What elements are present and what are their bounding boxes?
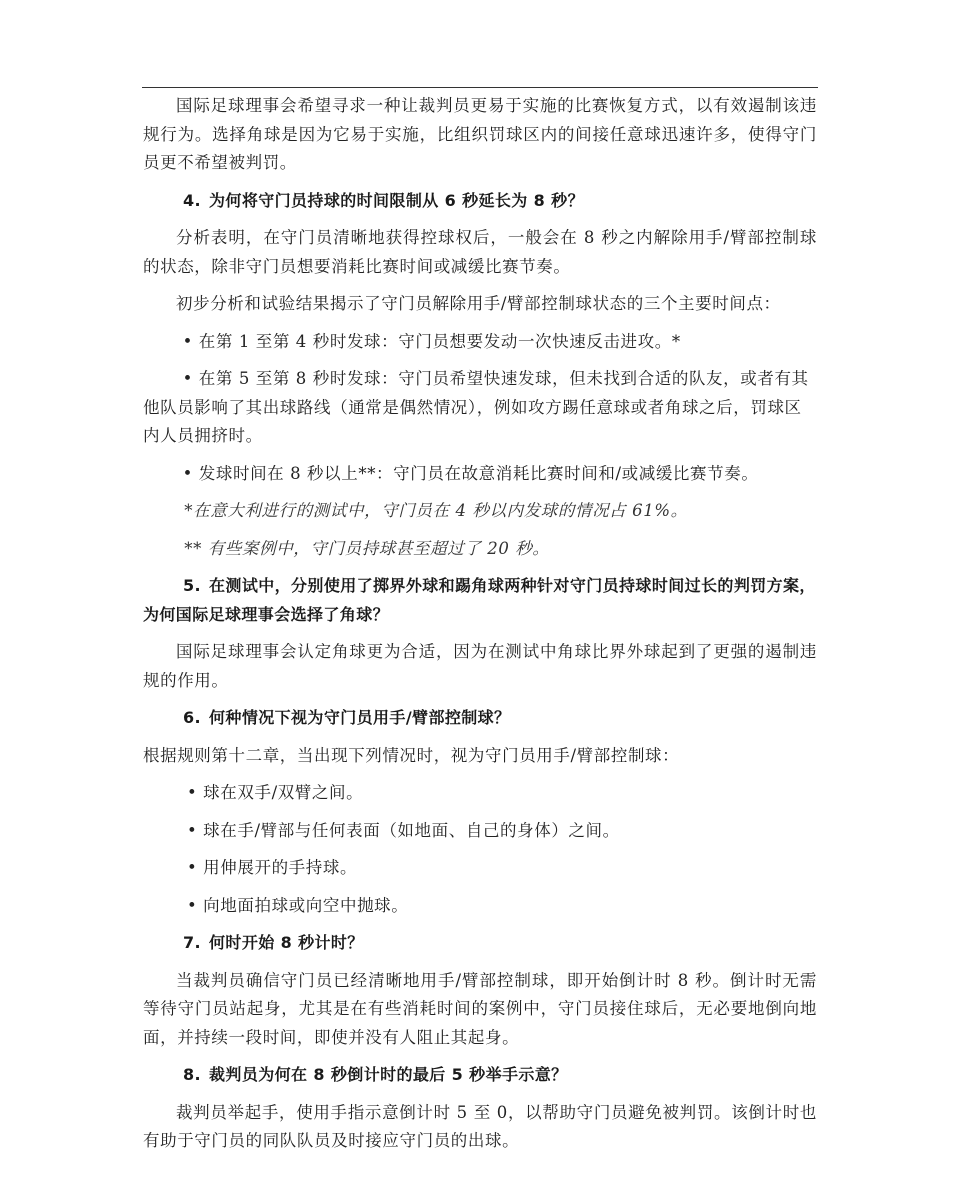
question-5-heading: [143, 572, 817, 629]
question-4-paragraph-1: 分析表明，在守门员清晰地获得控球权后，一般会在 8 秒之内解除用手/臂部控制球的状态，除非守门员想要消耗比赛时间或减缓比赛节奏。: [143, 228, 817, 276]
intro-paragraph: 国际足球理事会希望寻求一种让裁判员更易于实施的比赛恢复方式，以有效遏制该违规行为。选择角球是因为它易于实施，比组织罚球区内的间接任意球迅速许多，使得守门员更不希望被判罚。: [143, 96, 817, 172]
question-6-number: 6.: [183, 708, 202, 727]
question-4-footnote-1: *在意大利进行的测试中，守门员在 4 秒以内发球的情况占 61%。: [184, 501, 688, 520]
question-6-bullet-2: • 球在手/臂部与任何表面（如地面、自己的身体）之间。: [187, 820, 620, 840]
question-7-number: 7.: [183, 933, 202, 952]
question-4-number: 4.: [183, 190, 202, 210]
question-4-bullet-3: • 发球时间在 8 秒以上**：守门员在故意消耗比赛时间和/或减缓比赛节奏。: [182, 463, 759, 483]
question-4-paragraph-2: 初步分析和试验结果揭示了守门员解除用手/臂部控制球状态的三个主要时间点：: [176, 294, 781, 313]
question-4-heading: [143, 187, 817, 216]
question-8-paragraph-1: 裁判员举起手，使用手指示意倒计时 5 至 0，以帮助守门员避免被判罚。该倒计时也有助于守门员的同队队员及时接应守门员的出球。: [143, 1102, 817, 1150]
question-6-paragraph-1: 根据规则第十二章，当出现下列情况时，视为守门员用手/臂部控制球：: [143, 745, 680, 765]
question-5-paragraph-1: 国际足球理事会认定角球更为合适，因为在测试中角球比界外球起到了更强的遏制违规的作用。: [143, 642, 817, 690]
question-8-heading: [143, 1061, 817, 1090]
question-6-bullet-4: • 向地面拍球或向空中抛球。: [187, 895, 409, 915]
question-8-title: 裁判员为何在 8 秒倒计时的最后 5 秒举手示意？: [209, 1065, 568, 1084]
question-8-number: 8.: [183, 1065, 202, 1084]
question-6-bullet-1: • 球在双手/双臂之间。: [187, 783, 364, 802]
question-4-bullet-1: • 在第 1 至第 4 秒时发球：守门员想要发动一次快速反击进攻。*: [182, 331, 681, 351]
question-5-number: 5.: [183, 576, 202, 595]
question-4-bullet-2: • 在第 5 至第 8 秒时发球：守门员希望快速发球，但未找到合适的队友，或者有其他队员影响了其出球路线（通常是偶然情况），例如攻方踢任意球或者角球之后，罚球区内人员拥挤时。: [143, 369, 809, 445]
question-6-heading: [143, 704, 817, 733]
question-6-bullet-3: • 用伸展开的手持球。: [187, 858, 358, 877]
document-body: [143, 92, 817, 1165]
question-4-title: 为何将守门员持球的时间限制从 6 秒延长为 8 秒？: [209, 190, 584, 210]
question-5-title: 在测试中，分别使用了掷界外球和踢角球两种针对守门员持球时间过长的判罚方案，为何国际足球理事会选择了角球？: [143, 576, 816, 624]
question-7-heading: [143, 929, 817, 958]
question-7-title: 何时开始 8 秒计时？: [209, 933, 364, 952]
question-7-paragraph-1: 当裁判员确信守门员已经清晰地用手/臂部控制球，即开始倒计时 8 秒。倒计时无需等待守门员站起身，尤其是在有些消耗时间的案例中，守门员接住球后，无必要地倒向地面，并持续一段时间，即使并没有人阻止其起身。: [143, 970, 817, 1047]
question-4-footnote-2: ** 有些案例中，守门员持球甚至超过了 20 秒。: [184, 538, 550, 558]
question-6-title: 何种情况下视为守门员用手/臂部控制球？: [209, 708, 511, 727]
header-divider: [142, 87, 818, 88]
